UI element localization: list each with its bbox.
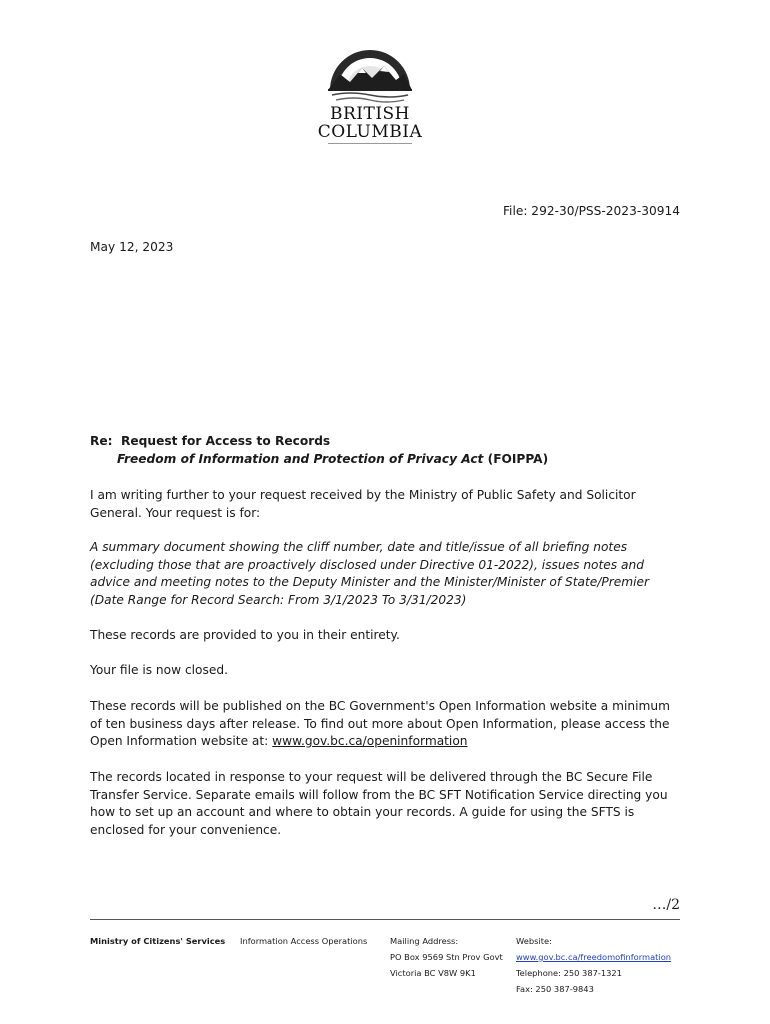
file-reference: File: 292-30/PSS-2023-30914 xyxy=(502,204,680,218)
logo-text-columbia: COLUMBIA xyxy=(317,122,423,142)
open-information-link[interactable]: www.gov.bc.ca/openinformation xyxy=(272,734,468,748)
footer-contact xyxy=(516,933,671,997)
footer-mailing-address xyxy=(390,933,503,981)
mailing-line2: Victoria BC V8W 9K1 xyxy=(390,968,476,978)
subject-prefix: Re: xyxy=(90,434,113,448)
letter-date: May 12, 2023 xyxy=(90,240,174,254)
bc-government-logo xyxy=(300,44,440,146)
page-continuation-marker: …/2 xyxy=(652,897,680,913)
website-link[interactable]: www.gov.bc.ca/freedomofinformation xyxy=(516,952,672,962)
mailing-line1: PO Box 9569 Stn Prov Govt xyxy=(390,952,503,962)
sfts-delivery-paragraph: The records located in response to your request will be delivered through the BC Secure File Transfer Service. Separate emails will follow from the BC SFT Notification Service directing you how to set up an account and where to obtain your records. A guide for using the SFTS is enclosed for your convenience. xyxy=(90,770,668,837)
request-description: A summary document showing the cliff number, date and title/issue of all briefing notes (excluding those that are proactively disclosed under Directive 01-2022), issues notes and advice and meeting notes to the Deputy Minister and the Minister/Minister of State/Premier (Date Range for Record Search: From 3/1/2023 To 3/31/2023) xyxy=(90,540,650,607)
mailing-label: Mailing Address: xyxy=(390,936,459,946)
footer-branch: Information Access Operations xyxy=(240,936,368,946)
subject-line xyxy=(90,433,690,451)
act-line xyxy=(117,451,690,469)
footer-divider xyxy=(90,919,680,920)
footer-ministry: Ministry of Citizens' Services xyxy=(90,936,226,946)
website-label: Website: xyxy=(516,936,552,946)
fax: Fax: 250 387-9843 xyxy=(516,984,594,994)
subject-title: Request for Access to Records xyxy=(121,434,331,448)
open-information-paragraph xyxy=(90,698,682,751)
bc-sun-mountains-emblem xyxy=(300,44,440,104)
act-name: Freedom of Information and Protection of Privacy Act xyxy=(117,451,484,466)
act-abbreviation: (FOIPPA) xyxy=(487,451,549,466)
open-information-text: These records will be published on the BC Government's Open Information website a minimum of ten business days after release. To find out more about Open Information, please access the Open Information website at: xyxy=(90,699,670,748)
intro-paragraph: I am writing further to your request received by the Ministry of Public Safety and Solicitor General. Your request is for: xyxy=(90,488,636,520)
records-provided-paragraph: These records are provided to you in their entirety. xyxy=(90,628,400,642)
logo-divider xyxy=(328,143,412,144)
subject-block xyxy=(90,433,690,468)
logo-text-british: BRITISH xyxy=(329,104,411,124)
file-closed-paragraph: Your file is now closed. xyxy=(90,663,228,677)
telephone: Telephone: 250 387-1321 xyxy=(516,968,622,978)
